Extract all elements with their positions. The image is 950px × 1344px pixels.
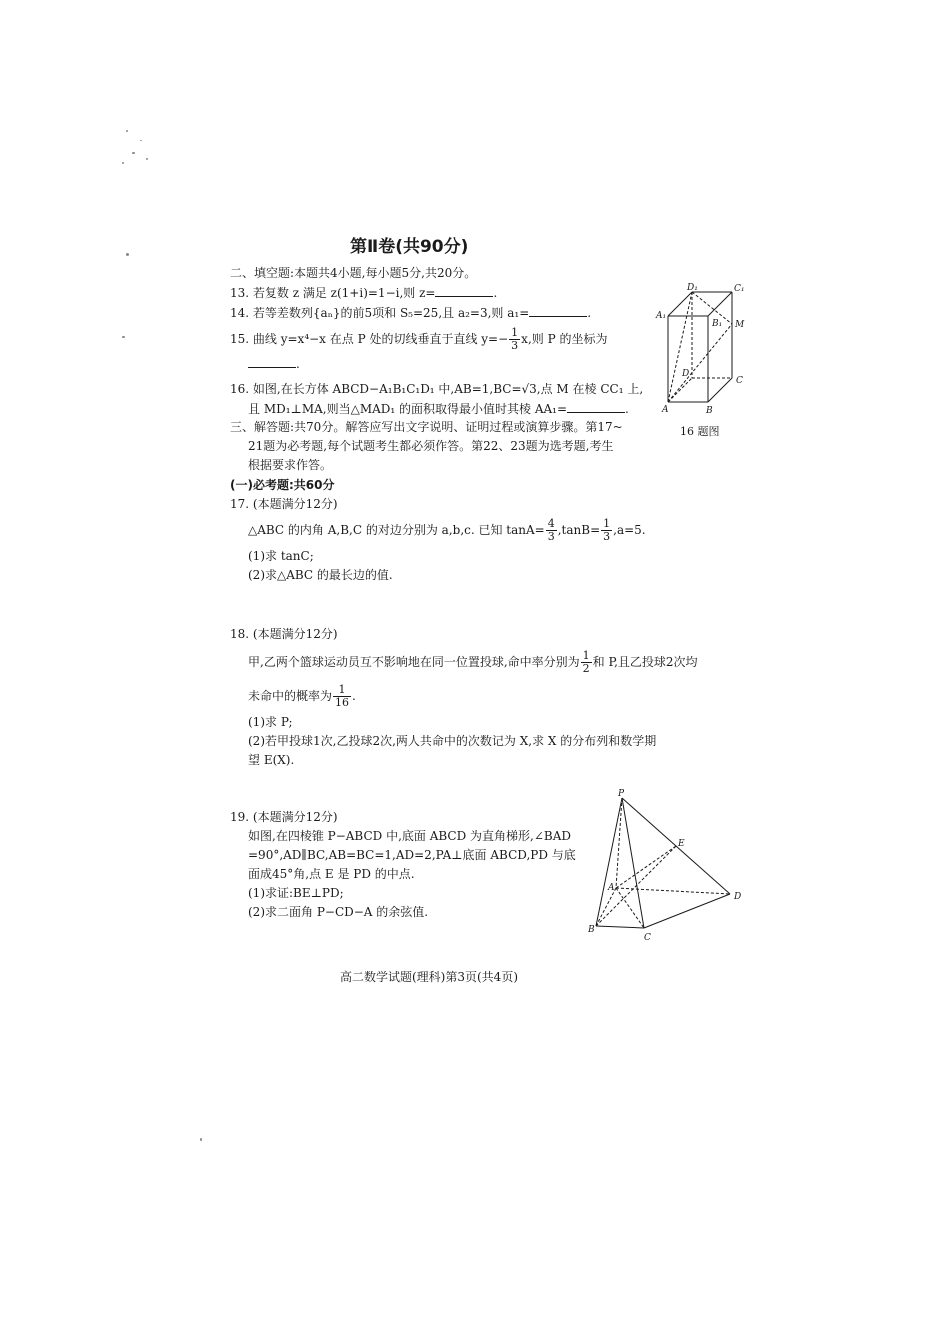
figure-19-pyramid	[582, 786, 752, 946]
answer-header-line1: 三、解答题:共70分。解答应写出文字说明、证明过程或演算步骤。第17~	[230, 420, 623, 434]
q18-stem-line2-end: .	[352, 689, 356, 703]
q17-stem-part3: ,a=5.	[613, 523, 646, 537]
label-b: B	[706, 406, 713, 416]
answer-blank	[567, 401, 625, 413]
q17-stem	[248, 516, 646, 544]
edge-cd	[644, 894, 730, 928]
q13-text: 13. 若复数 z 满足 z(1+i)=1−i,则 z=	[230, 286, 436, 300]
label-b: B	[588, 925, 595, 935]
fraction-numerator: 4	[547, 517, 555, 530]
q15-part2: x,则 P 的坐标为	[521, 332, 608, 346]
fraction-half	[581, 650, 592, 675]
q17-head: 17. (本题满分12分)	[230, 497, 338, 511]
q14-text: 14. 若等差数列{aₙ}的前5项和 S₅=25,且 a₂=3,则 a₁=	[230, 306, 530, 320]
segment-ad1	[668, 292, 692, 402]
segment-am	[668, 324, 732, 402]
label-a: A	[608, 883, 615, 893]
figure-16-caption: 16 题图	[680, 425, 720, 438]
q18-head: 18. (本题满分12分)	[230, 627, 338, 641]
question-15	[230, 326, 607, 352]
q17-sub1: (1)求 tanC;	[248, 549, 314, 563]
q18-stem-line2	[248, 682, 356, 710]
fill-in-header: 二、填空题:本题共4小题,每小题5分,共20分。	[230, 266, 477, 280]
q17-sub2: (2)求△ABC 的最长边的值.	[248, 568, 393, 582]
q17-stem-part1: △ABC 的内角 A,B,C 的对边分别为 a,b,c. 已知 tanA=	[248, 523, 545, 537]
q15-end: .	[296, 357, 300, 371]
label-e: E	[678, 839, 685, 849]
q19-line2: =90°,AD∥BC,AB=BC=1,AD=2,PA⊥底面 ABCD,PD 与底	[248, 848, 576, 862]
edge-ab	[596, 888, 616, 926]
label-m: M	[735, 320, 745, 330]
fraction-denominator: 16	[335, 696, 350, 709]
fraction-denominator: 2	[582, 662, 590, 675]
fraction-numerator: 1	[582, 649, 590, 662]
scan-speck	[126, 253, 129, 256]
q16-line2: 且 MD₁⊥MA,则当△MAD₁ 的面积取得最小值时其棱 AA₁=	[248, 402, 568, 416]
scan-speck	[146, 158, 148, 160]
scan-speck	[122, 336, 125, 338]
q19-line1: 如图,在四棱锥 P−ABCD 中,底面 ABCD 为直角梯形,∠BAD	[248, 829, 572, 843]
q19-head: 19. (本题满分12分)	[230, 810, 338, 824]
label-p: P	[618, 789, 625, 799]
fraction-numerator: 1	[511, 326, 519, 339]
q19-sub2: (2)求二面角 P−CD−A 的余弦值.	[248, 905, 429, 919]
scan-speck	[122, 162, 124, 164]
label-b1: B₁	[712, 319, 723, 329]
fraction-sixteenth	[333, 684, 351, 709]
label-c: C	[736, 376, 743, 386]
edge-b1c1	[708, 292, 732, 316]
scan-speck	[200, 1138, 202, 1141]
question-16-line2	[248, 401, 629, 417]
q14-end: .	[587, 306, 592, 320]
fraction-denominator: 3	[511, 339, 519, 352]
q18-sub2-line2: 望 E(X).	[248, 753, 295, 767]
segment-ac	[616, 888, 644, 928]
q17-stem-part2: ,tanB=	[557, 523, 601, 537]
fraction-denominator: 3	[547, 530, 555, 543]
fraction-tanA	[546, 518, 557, 543]
edge-pc	[622, 798, 644, 928]
question-14	[230, 305, 591, 321]
fraction-denominator: 3	[603, 530, 611, 543]
q18-stem-line2-text: 未命中的概率为	[248, 689, 333, 703]
fraction-tanB	[601, 518, 612, 543]
label-c: C	[644, 933, 651, 943]
q19-line3: 面成45°角,点 E 是 PD 的中点.	[248, 867, 415, 881]
q18-stem-part2: 和 P,且乙投球2次均	[592, 655, 698, 669]
edge-bc	[596, 926, 644, 928]
q19-sub1: (1)求证:BE⊥PD;	[248, 886, 344, 900]
q16-end: .	[625, 402, 629, 416]
figure-16-cuboid	[652, 280, 762, 420]
required-section-header: (一)必考题:共60分	[230, 478, 335, 492]
scan-speck	[140, 140, 142, 141]
fraction	[509, 327, 520, 352]
q18-sub2-line1: (2)若甲投球1次,乙投球2次,两人共命中的次数记为 X,求 X 的分布列和数学期	[248, 734, 657, 748]
label-d: D	[734, 892, 742, 902]
label-a: A	[662, 405, 669, 415]
q15-part1: 15. 曲线 y=x⁴−x 在点 P 处的切线垂直于直线 y=−	[230, 332, 509, 346]
question-13	[230, 285, 497, 301]
q18-sub1: (1)求 P;	[248, 715, 293, 729]
label-d1: D₁	[687, 283, 698, 293]
q13-end: .	[493, 286, 498, 300]
label-a1: A₁	[656, 311, 667, 321]
q18-stem-part1: 甲,乙两个篮球运动员互不影响地在同一位置投球,命中率分别为	[248, 655, 580, 669]
label-c1: C₁	[734, 284, 745, 294]
page-footer: 高二数学试题(理科)第3页(共4页)	[340, 970, 518, 984]
scan-speck	[132, 152, 135, 154]
edge-a1d1	[668, 292, 692, 316]
scan-speck	[126, 130, 128, 132]
q15-answer-line	[248, 356, 300, 372]
section-title: 第Ⅱ卷(共90分)	[350, 237, 469, 257]
answer-header-line2: 21题为必考题,每个试题考生都必须作答。第22、23题为选考题,考生	[248, 439, 614, 453]
edge-bc	[708, 378, 732, 402]
q18-stem-line1	[248, 648, 698, 676]
answer-blank	[435, 285, 493, 297]
edge-pb	[596, 798, 622, 926]
answer-blank	[529, 305, 587, 317]
answer-blank	[248, 356, 296, 368]
question-16-line1: 16. 如图,在长方体 ABCD−A₁B₁C₁D₁ 中,AB=1,BC=√3,点 M 在棱 CC₁ 上,	[230, 382, 644, 396]
fraction-numerator: 1	[333, 684, 351, 697]
answer-header-line3: 根据要求作答。	[248, 458, 333, 472]
fraction-numerator: 1	[603, 517, 611, 530]
label-d: D	[682, 369, 690, 379]
segment-ae	[616, 846, 676, 888]
